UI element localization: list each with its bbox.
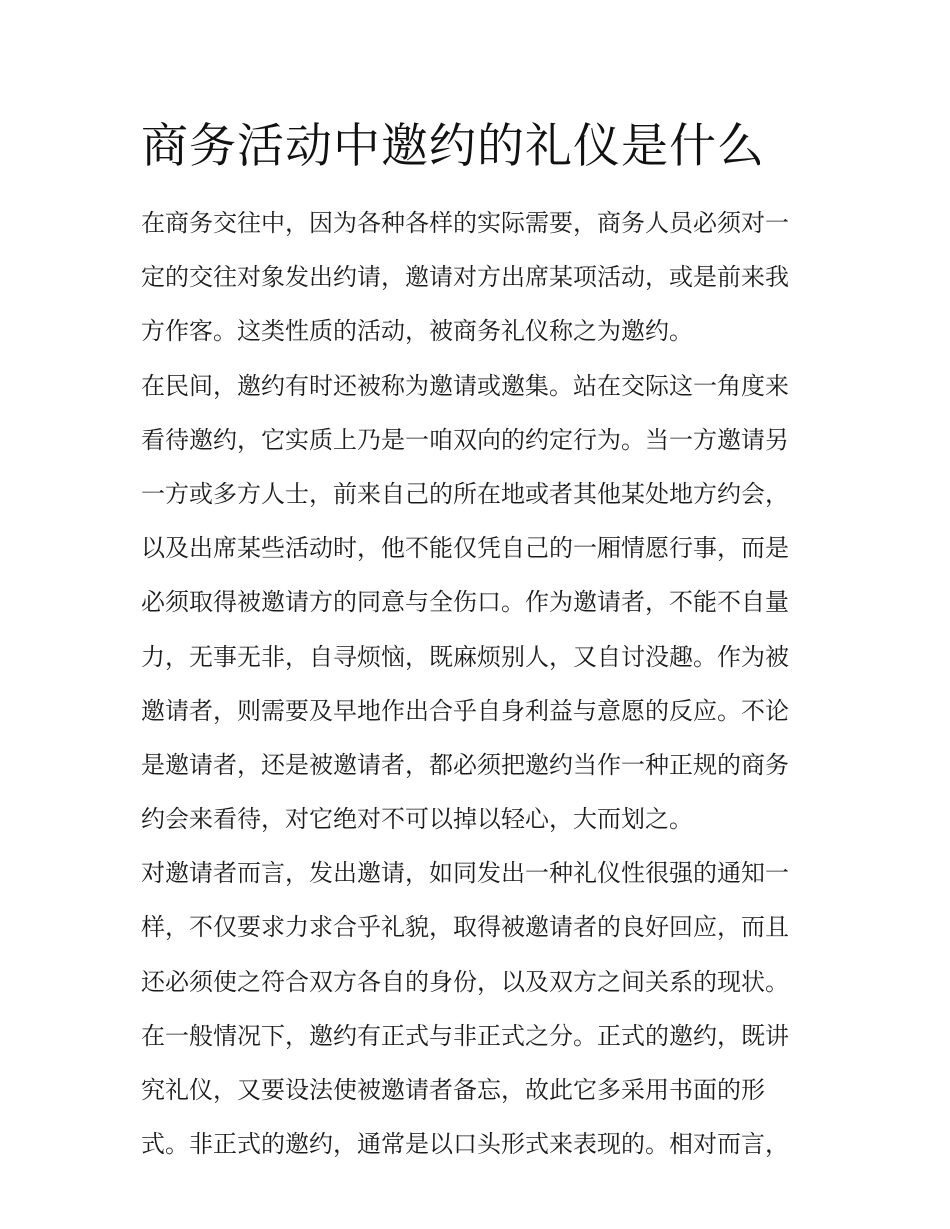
text-line: 约会来看待，对它绝对不可以掉以轻心，大而划之。 — [141, 805, 693, 834]
text-line: 方作客。这类性质的活动，被商务礼仪称之为邀约。 — [141, 317, 693, 346]
text-line: 样，不仅要求力求合乎礼貌，取得被邀请者的良好回应，而且 — [141, 913, 789, 942]
text-line: 在商务交往中，因为各种各样的实际需要，商务人员必须对一 — [141, 209, 789, 237]
document-title: 商务活动中邀约的礼仪是什么 — [141, 119, 765, 174]
document-body — [141, 196, 813, 1171]
text-line: 究礼仪，又要设法使被邀请者备忘，故此它多采用书面的形 — [141, 1076, 765, 1104]
text-line: 一方或多方人士，前来自己的所在地或者其他某处地方约会， — [141, 479, 789, 508]
text-line: 力，无事无非，自寻烦恼，既麻烦别人，又自讨没趣。作为被 — [141, 642, 789, 671]
text-line: 邀请者，则需要及早地作出合乎自身利益与意愿的反应。不论 — [141, 696, 789, 725]
text-line: 必须取得被邀请方的同意与全伤口。作为邀请者，不能不自量 — [141, 588, 789, 617]
text-line: 看待邀约，它实质上乃是一咱双向的约定行为。当一方邀请另 — [141, 425, 789, 454]
text-line: 定的交往对象发出约请，邀请对方出席某项活动，或是前来我 — [141, 263, 789, 292]
text-line: 在民间，邀约有时还被称为邀请或邀集。站在交际这一角度来 — [141, 371, 789, 400]
text-line: 还必须使之符合双方各自的身份，以及双方之间关系的现状。 — [141, 967, 789, 996]
text-line: 以及出席某些活动时，他不能仅凭自己的一厢情愿行事，而是 — [141, 534, 789, 563]
text-line: 式。非正式的邀约，通常是以口头形式来表现的。相对而言， — [141, 1130, 789, 1159]
text-line: 在一般情况下，邀约有正式与非正式之分。正式的邀约，既讲 — [141, 1021, 789, 1050]
text-line: 对邀请者而言，发出邀请，如同发出一种礼仪性很强的通知一 — [141, 859, 789, 888]
text-line: 是邀请者，还是被邀请者，都必须把邀约当作一种正规的商务 — [141, 750, 789, 779]
